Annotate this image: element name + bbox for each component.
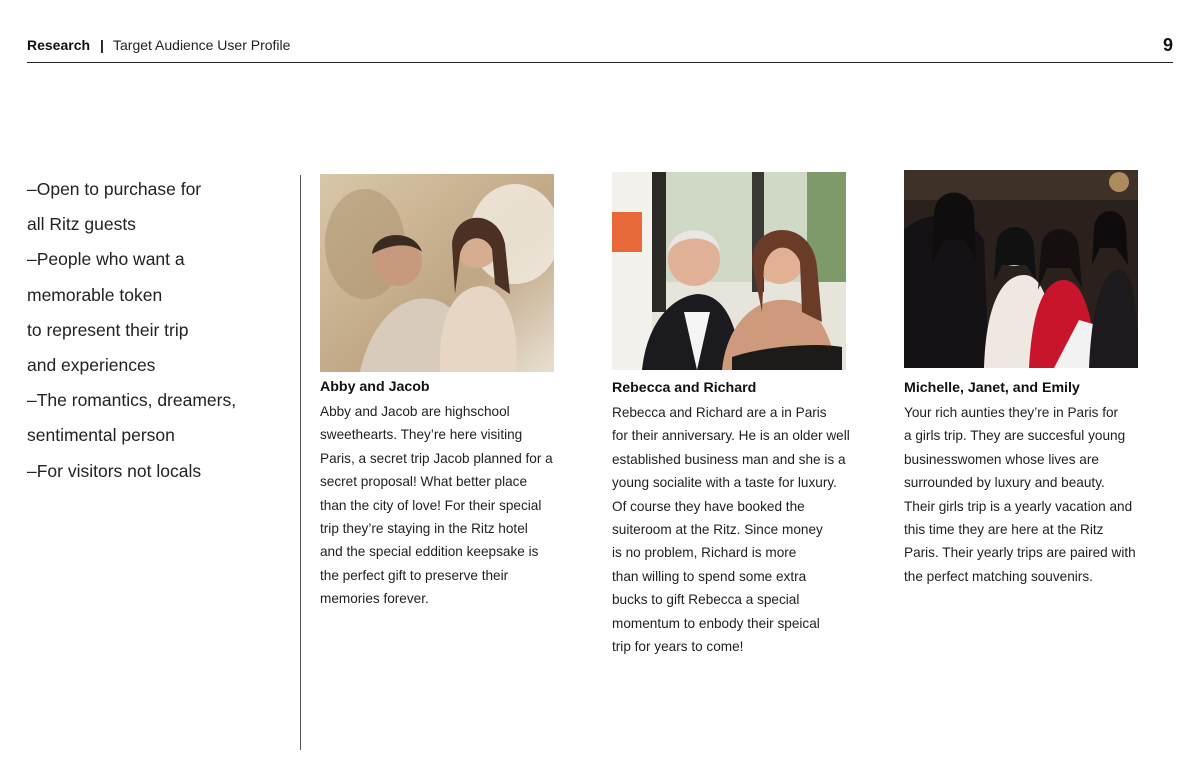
persona-description: Abby and Jacob are highschool sweethearts. They’re here visiting Paris, a secret trip Jacob planned for a secret proposal! What better place than the city of love! For their special trip they’re staying in the Ritz hotel and the special eddition keepsake is the perfect gift to preserve their memories forever.: [320, 404, 553, 607]
trait-line: and experiences: [27, 355, 156, 376]
page-number: 9: [1162, 35, 1173, 55]
section-label: Research: [27, 37, 91, 53]
trait-line: –Open to purchase for: [27, 179, 202, 199]
trait-line: –People who want a: [27, 249, 185, 270]
couple-photo: [320, 174, 554, 372]
trait-line: memorable token: [27, 284, 163, 305]
header-separator: |: [100, 37, 104, 53]
page-header: [27, 34, 1173, 63]
column-divider: [300, 175, 301, 750]
trait-line: –For visitors not locals: [27, 460, 202, 481]
persona-card-michelle-janet-emily: [904, 170, 1174, 588]
persona-card-rebecca-richard: [612, 172, 882, 658]
persona-description: Rebecca and Richard are a in Paris for their anniversary. He is an older well established business man and she is a young socialite with a taste for luxury. Of course they have booked the suiteroom at the Ritz. Since money is no problem, Richard is more than willing to spend some extra bucks to gift Rebecca a special momentum to enbody their speical trip for years to come!: [612, 405, 850, 655]
trait-line: all Ritz guests: [27, 214, 136, 235]
persona-card-abby-jacob: [320, 174, 590, 611]
couple-photo: [612, 172, 846, 370]
persona-name: Michelle, Janet, and Emily: [904, 380, 1080, 396]
trait-line: sentimental person: [27, 425, 175, 446]
persona-description: Your rich aunties they’re in Paris for a girls trip. They are succesful young businesswomen whose lives are surrounded by luxury and beauty. Their girls trip is a yearly vacation and this time they are here at the Ritz Paris. Their yearly trips are paired with the perfect matching souvenirs.: [904, 405, 1136, 584]
trait-line: –The romantics, dreamers,: [27, 390, 237, 411]
group-photo: [904, 170, 1138, 368]
persona-name: Abby and Jacob: [320, 379, 430, 395]
persona-name: Rebecca and Richard: [612, 380, 757, 396]
page-subtitle: Target Audience User Profile: [113, 37, 291, 53]
trait-line: to represent their trip: [27, 319, 189, 340]
audience-traits-list: [27, 172, 287, 489]
